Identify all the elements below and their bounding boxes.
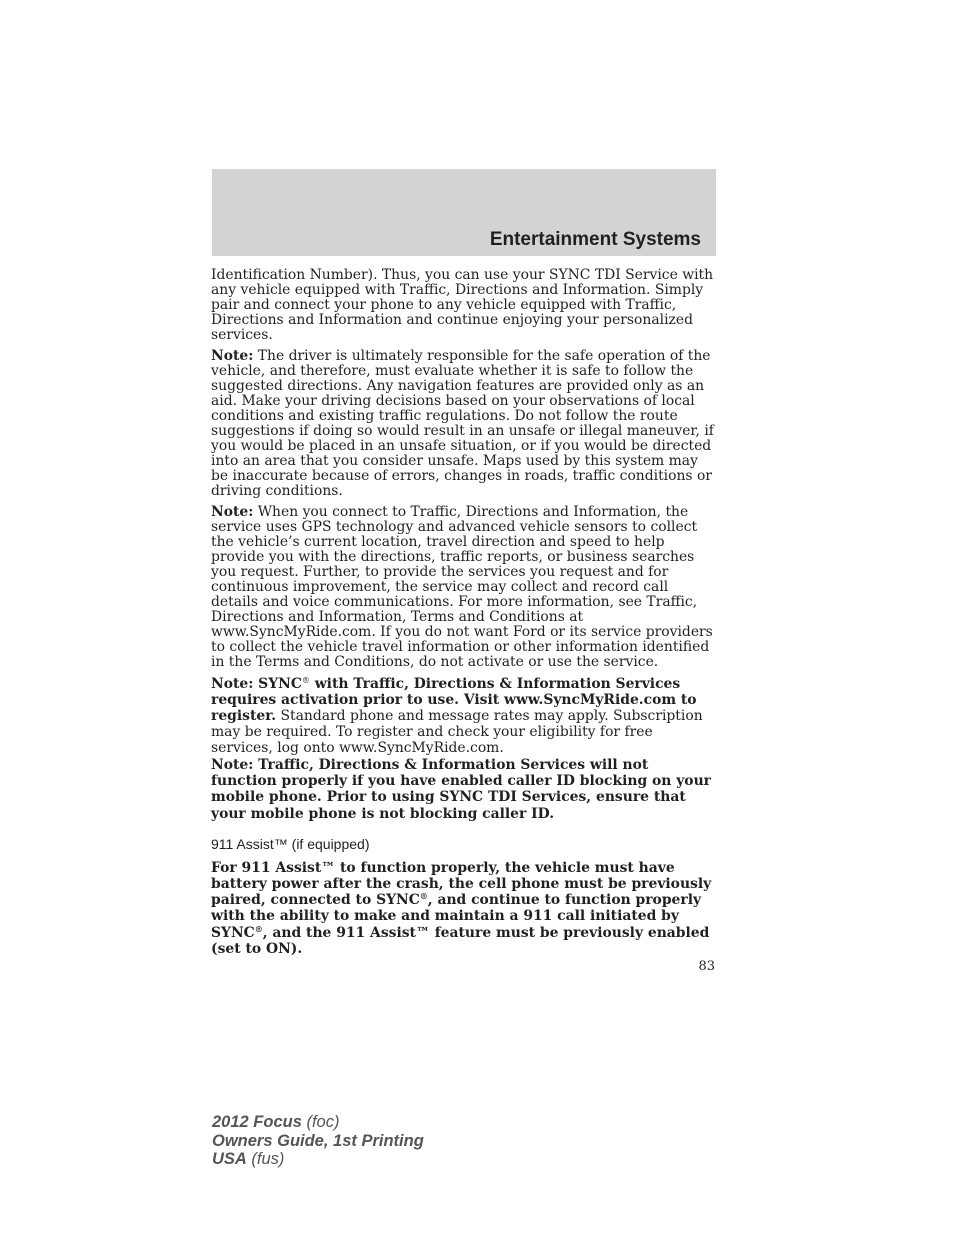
- text-part-a: For 911 Assist™ to function properly, the vehicle must have battery power after the crash, the cell phone must be previously paired, connected to SYNC: [211, 859, 712, 909]
- note-bold-a: Note: SYNC: [211, 676, 302, 692]
- section-header-band: [212, 169, 716, 256]
- section-title: Entertainment Systems: [489, 229, 701, 250]
- footer-line-model: [212, 1113, 424, 1132]
- paragraph-note-privacy: [211, 505, 717, 670]
- note-text: The driver is ultimately responsible for the safe operation of the vehicle, and therefore, must evaluate whether it is safe to follow the suggested directions. Any navigation features are provided only as an aid. Make your driving decisions based on your observations of local conditions and existing traffic regulations. Do not follow the route suggestions if doing so would result in an unsafe or illegal maneuver, if you would be placed in an unsafe situation, or if you would be directed into an area that you consider unsafe. Maps used by this system may be inaccurate because of errors, changes in roads, traffic conditions or driving conditions.: [211, 348, 714, 499]
- footer-market-code: (fus): [246, 1150, 285, 1168]
- paragraph-911-assist: [211, 860, 717, 957]
- footer-market: USA: [212, 1150, 247, 1168]
- note-text: Standard phone and message rates may apply. Subscription may be required. To register and check your eligibility for free services, log onto www.SyncMyRide.com.: [211, 708, 703, 756]
- text-part-b: , and continue to function properly with the ability to make and maintain a 911 call initiated by SYNC: [211, 892, 702, 941]
- registered-mark: ®: [419, 891, 428, 902]
- note-text: When you connect to Traffic, Directions and Information, the service uses GPS technology and advanced vehicle sensors to collect the vehicle’s current location, travel direction and speed to help provide you with the directions, traffic reports, or business searches you request. Further, to provide the services you request and for continuous improvement, the service may collect and record call details and voice communications. For more information, see Traffic, Directions and Information, Terms and Conditions at www.SyncMyRide.com. If you do not want Ford or its service providers to collect the vehicle travel information or other information identified in the Terms and Conditions, do not activate or use the service.: [211, 504, 713, 670]
- paragraph-note-caller-id: Note: Traffic, Directions & Information Services will not function properly if you have enabled caller ID blocking on your mobile phone. Prior to using SYNC TDI Services, ensure that your mobile phone is not blocking caller ID.: [211, 757, 711, 822]
- note-bold-b: with Traffic, Directions & Information Services requires activation prior to use. Visit www.SyncMyRide.com to register.: [211, 676, 697, 724]
- footer-line-edition: Owners Guide, 1st Printing: [212, 1131, 424, 1150]
- section-heading-911-assist: 911 Assist™ (if equipped): [211, 835, 370, 852]
- paragraph-note-driver: [211, 349, 717, 499]
- paragraph-note-activation: [211, 676, 717, 756]
- footer: [212, 1113, 424, 1169]
- footer-model: 2012 Focus: [212, 1113, 302, 1131]
- registered-mark: ®: [254, 923, 263, 934]
- text-part-c: , and the 911 Assist™ feature must be previously enabled (set to ON).: [211, 924, 710, 957]
- page-content: [211, 268, 717, 963]
- footer-model-code: (foc): [301, 1113, 340, 1131]
- note-label: Note:: [211, 504, 254, 520]
- footer-line-market: [212, 1150, 424, 1169]
- paragraph-intro: Identification Number). Thus, you can use your SYNC TDI Service with any vehicle equipped with Traffic, Directions and Information. Simply pair and connect your phone to any vehicle equipped with Traffic, Directions and Information and continue enjoying your personalized services.: [211, 267, 714, 343]
- note-label: Note:: [211, 348, 254, 364]
- page-number: 83: [698, 959, 715, 974]
- registered-mark: ®: [301, 676, 310, 685]
